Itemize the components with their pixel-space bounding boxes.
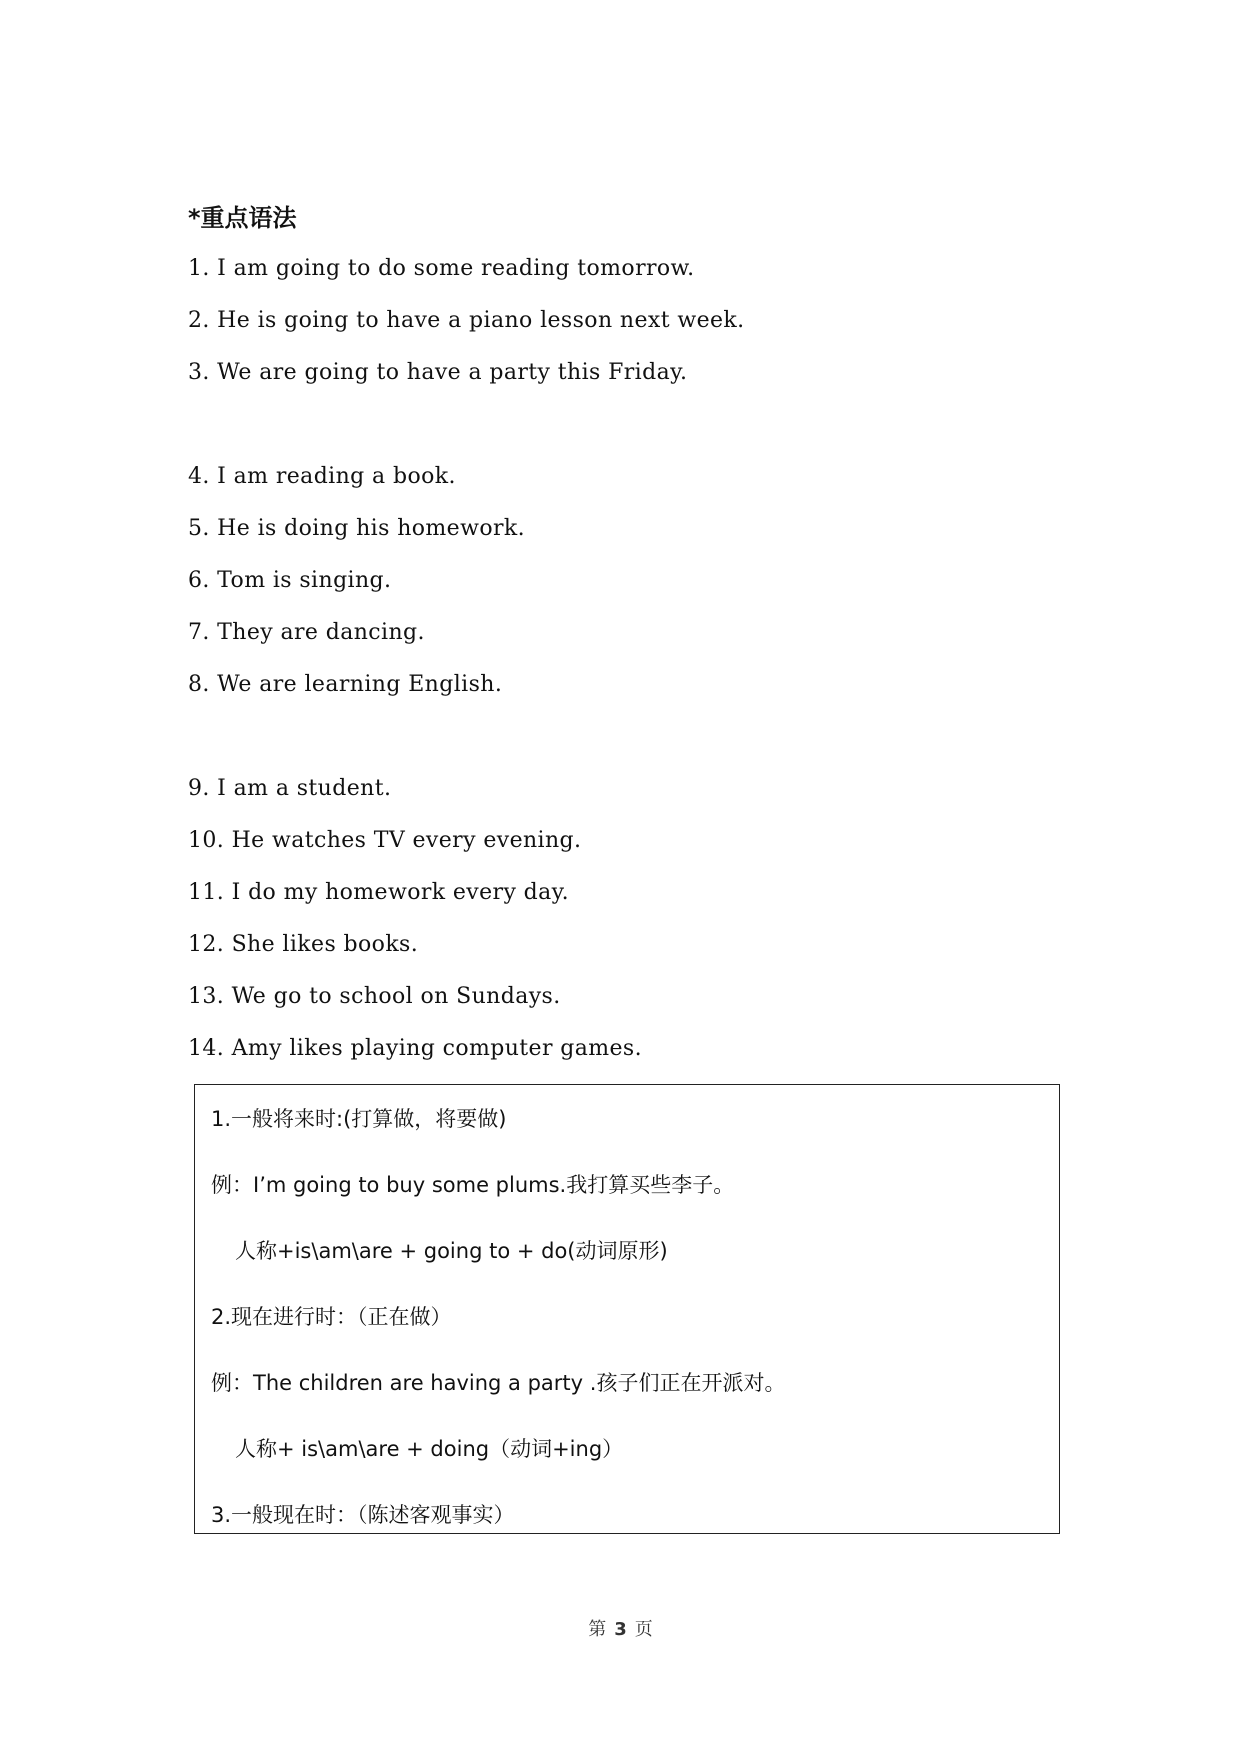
grammar-rule-title: 1.一般将来时:(打算做，将要做) bbox=[211, 1107, 507, 1131]
grammar-summary-box bbox=[194, 1084, 1060, 1534]
grammar-example: 例：I’m going to buy some plums.我打算买些李子。 bbox=[211, 1173, 735, 1197]
grammar-example: 例：The children are having a party .孩子们正在开派对。 bbox=[211, 1371, 786, 1395]
sentence-item: 1. I am going to do some reading tomorrow. bbox=[188, 256, 695, 281]
grammar-formula: 人称+is\am\are + going to + do(动词原形) bbox=[235, 1239, 668, 1263]
page-number-prefix: 第 bbox=[588, 1619, 607, 1640]
grammar-rule-title: 2.现在进行时：（正在做） bbox=[211, 1305, 452, 1329]
sentence-item: 7. They are dancing. bbox=[188, 620, 425, 645]
example-sentence-list bbox=[188, 255, 1088, 1087]
sentence-item: 3. We are going to have a party this Friday. bbox=[188, 360, 688, 385]
section-heading: *重点语法 bbox=[188, 204, 297, 232]
sentence-item: 10. He watches TV every evening. bbox=[188, 828, 582, 853]
sentence-item: 8. We are learning English. bbox=[188, 672, 503, 697]
sentence-item: 14. Amy likes playing computer games. bbox=[188, 1036, 643, 1061]
sentence-item: 13. We go to school on Sundays. bbox=[188, 984, 561, 1009]
sentence-item: 5. He is doing his homework. bbox=[188, 516, 526, 541]
sentence-item: 6. Tom is singing. bbox=[188, 568, 392, 593]
sentence-item: 9. I am a student. bbox=[188, 776, 392, 801]
page-footer bbox=[0, 1618, 1241, 1642]
sentence-item: 4. I am reading a book. bbox=[188, 464, 456, 489]
page-number-suffix: 页 bbox=[634, 1619, 653, 1640]
sentence-item: 2. He is going to have a piano lesson next week. bbox=[188, 308, 745, 333]
grammar-formula: 人称+ is\am\are + doing（动词+ing） bbox=[235, 1437, 624, 1461]
sentence-item: 12. She likes books. bbox=[188, 932, 419, 957]
grammar-rule-title: 3.一般现在时：（陈述客观事实） bbox=[211, 1503, 515, 1527]
page-number: 3 bbox=[614, 1619, 627, 1640]
sentence-item: 11. I do my homework every day. bbox=[188, 880, 569, 905]
grammar-summary-lines bbox=[211, 1105, 785, 1567]
